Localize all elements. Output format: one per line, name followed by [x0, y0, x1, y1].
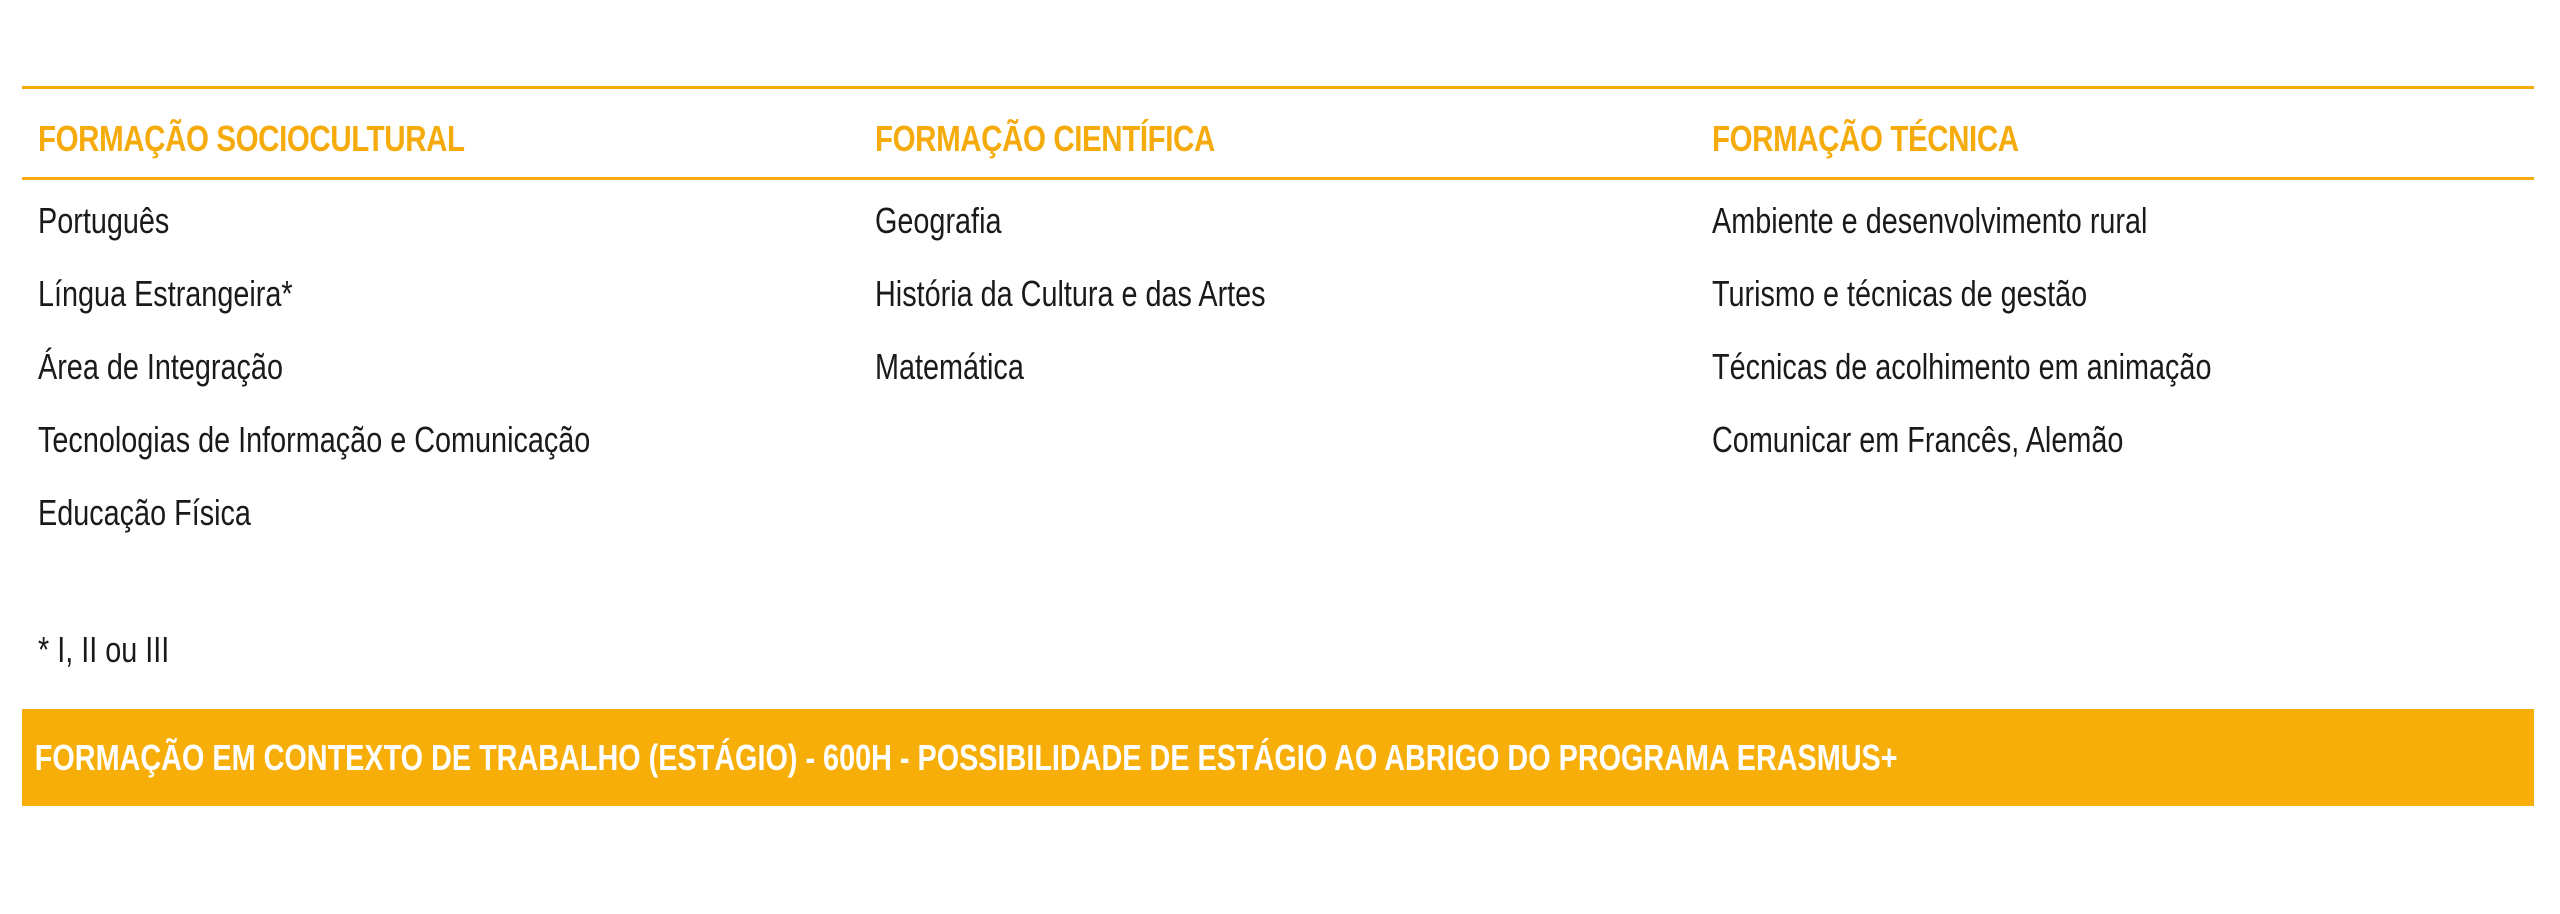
header-row — [22, 89, 2534, 180]
subjects-row — [22, 180, 2534, 549]
list-item: Matemática — [875, 346, 1024, 387]
column-tecnica — [1696, 184, 2533, 549]
column-title: FORMAÇÃO SOCIOCULTURAL — [38, 118, 465, 159]
list-item: Geografia — [875, 200, 1002, 241]
list-item: Técnicas de acolhimento em animação — [1712, 346, 2212, 387]
list-item: Ambiente e desenvolvimento rural — [1712, 200, 2148, 241]
list-item: Língua Estrangeira* — [38, 273, 293, 314]
column-title: FORMAÇÃO TÉCNICA — [1712, 118, 2019, 159]
column-header-tecnica — [1696, 106, 2533, 160]
list-item: Comunicar em Francês, Alemão — [1712, 419, 2124, 460]
list-item: História da Cultura e das Artes — [875, 273, 1266, 314]
column-header-cientifica — [859, 106, 1696, 160]
subject-list — [38, 184, 859, 549]
list-item: Turismo e técnicas de gestão — [1712, 273, 2088, 314]
footnote: * I, II ou III — [38, 629, 170, 670]
list-item: Português — [38, 200, 170, 241]
list-item: Tecnologias de Informação e Comunicação — [38, 419, 591, 460]
column-title: FORMAÇÃO CIENTÍFICA — [875, 118, 1215, 159]
list-item: Educação Física — [38, 492, 251, 533]
banner-text: FORMAÇÃO EM CONTEXTO DE TRABALHO (ESTÁGIO) - 600H - POSSIBILIDADE DE ESTÁGIO AO ABRIGO DO PROGRAMA ERASMUS+ — [34, 736, 1898, 778]
column-sociocultural — [22, 184, 859, 549]
column-header-sociocultural — [22, 106, 859, 160]
list-item: Área de Integração — [38, 346, 283, 387]
subject-list — [1712, 184, 2533, 476]
curriculum-table — [22, 86, 2534, 549]
internship-banner — [22, 709, 2534, 806]
subject-list — [875, 184, 1696, 403]
column-cientifica — [859, 184, 1696, 549]
